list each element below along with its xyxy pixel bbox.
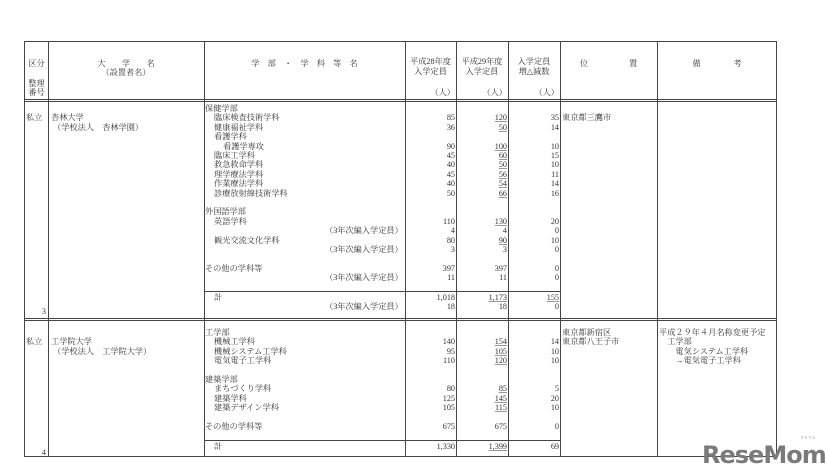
quota-h29: 145 [494, 393, 507, 403]
quota-diff: 0 [554, 422, 559, 431]
row-number: 3 [41, 307, 46, 316]
quota-h29: 115 [495, 403, 507, 413]
quota-diff: 69 [550, 442, 559, 451]
quota-diff: 155 [546, 293, 559, 302]
quota-diff: 14 [550, 122, 559, 132]
quota-diff: 10 [550, 160, 559, 170]
quota-h29: 675 [494, 422, 507, 431]
department-name: 機械システム工学科 [214, 346, 287, 356]
transfer-quota-label: （3年次編入学定員） [325, 302, 403, 312]
department-name: 建築デザイン学科 [214, 403, 279, 413]
department-name: 外国語学部 [205, 207, 246, 217]
department-name: 作業療法学科 [214, 179, 264, 189]
transfer-quota-label: （3年次編入学定員） [325, 226, 403, 236]
department-name: 英語学科 [214, 216, 247, 226]
header-unit: （人） [534, 88, 559, 97]
quota-h29: 120 [494, 356, 507, 366]
quota-diff: 10 [550, 235, 559, 245]
quota-h28: 397 [442, 263, 455, 273]
department-name: まちづくり学科 [214, 384, 272, 394]
department-name: 看護学専攻 [223, 141, 264, 151]
founder-name: （学校法人 杏林学園） [53, 122, 144, 132]
founder-name: （学校法人 工学院大学） [53, 346, 152, 356]
quota-h28: 110 [443, 356, 455, 366]
quota-diff: 16 [550, 188, 559, 198]
quota-h28: 125 [442, 393, 455, 403]
department-name: 臨床工学科 [214, 151, 255, 160]
quota-h29: 130 [494, 216, 507, 226]
header-department: 学 部 ・ 学 科 等 名 [251, 59, 358, 68]
quota-h29: 66 [498, 188, 507, 198]
quota-h28: 1,330 [436, 442, 455, 451]
quota-diff: 0 [554, 302, 559, 312]
quota-h29: 85 [498, 384, 507, 394]
header-h28: 入学定員 [414, 67, 447, 76]
department-name: 建築学部 [205, 375, 238, 384]
remark-line: →電気電子工学科 [659, 356, 741, 366]
header-h28: 平成28年度 [410, 57, 451, 66]
department-name: 救急救命学科 [214, 160, 264, 170]
department-name: 電気電子工学科 [214, 356, 272, 366]
transfer-quota-label: （3年次編入学定員） [325, 273, 403, 283]
row-number: 4 [41, 448, 46, 457]
divider [204, 440, 560, 441]
divider [25, 99, 776, 100]
quota-diff: 15 [550, 151, 559, 160]
header-founder: （設置者名） [101, 68, 151, 77]
quota-h29: 1,399 [488, 442, 507, 451]
quota-h29: 54 [498, 179, 507, 189]
quota-h28: 45 [446, 169, 455, 179]
divider [25, 320, 776, 321]
header-h29: 入学定員 [465, 67, 499, 76]
header-number: 整理 [28, 79, 45, 88]
quota-h28: 85 [446, 113, 455, 123]
quota-diff: 14 [550, 179, 559, 189]
quota-h28: 45 [446, 151, 455, 160]
quota-diff: 35 [550, 113, 559, 123]
quota-h28: 40 [446, 160, 455, 170]
department-name: 臨床検査技術学科 [214, 113, 280, 123]
university-name: 工学院大学 [51, 337, 92, 347]
header-university: 大 学 名 [97, 59, 155, 68]
quota-h29: 56 [498, 169, 507, 179]
divider [560, 42, 561, 456]
header-location: 位 置 [579, 59, 638, 68]
department-name: その他の学科等 [205, 263, 263, 273]
quota-diff: 11 [551, 169, 559, 179]
quota-diff: 10 [550, 356, 559, 366]
department-name: 看護学科 [214, 132, 247, 142]
category: 私立 [26, 337, 43, 347]
quota-h29: 18 [498, 302, 507, 312]
quota-h28: 1,018 [436, 293, 455, 302]
quota-h29: 105 [494, 346, 507, 356]
quota-diff: 10 [550, 141, 559, 151]
department-name: 診療放射線技術学科 [214, 188, 288, 198]
divider [25, 318, 776, 319]
quota-h28: 3 [450, 245, 455, 254]
department-name: 理学療法学科 [214, 169, 264, 179]
location: 東京都三鷹市 [562, 113, 612, 123]
quota-h28: 50 [446, 188, 455, 198]
quota-h29: 120 [494, 113, 507, 123]
header-diff: 入学定員 [517, 57, 551, 66]
quota-h29: 100 [494, 141, 507, 151]
department-name: その他の学科等 [205, 422, 263, 431]
department-name: 健康福祉学科 [214, 122, 264, 132]
department-name: 計 [214, 442, 223, 451]
quota-diff: 20 [550, 216, 559, 226]
divider [48, 42, 49, 456]
divider [204, 291, 560, 292]
header-number: 番号 [28, 88, 45, 97]
quota-diff: 5 [554, 384, 559, 394]
quota-diff: 0 [554, 245, 559, 254]
quota-diff: 0 [554, 226, 559, 236]
quota-h28: 95 [446, 346, 455, 356]
header-remarks: 備 考 [692, 59, 742, 68]
quota-h29: 397 [494, 263, 507, 273]
enrollment-table [24, 41, 777, 457]
quota-h28: 80 [446, 384, 455, 394]
department-name: 建築学科 [214, 393, 247, 403]
quota-h28: 140 [442, 337, 455, 347]
header-h29: 平成29年度 [461, 57, 503, 66]
department-name: 観光交流文化学科 [214, 235, 280, 245]
quota-h29: 50 [498, 160, 507, 170]
quota-h29: 90 [498, 235, 507, 245]
header-unit: （人） [482, 88, 507, 97]
quota-diff: 10 [550, 346, 559, 356]
transfer-quota-label: （3年次編入学定員） [325, 245, 403, 254]
quota-diff: 0 [554, 273, 559, 283]
quota-h29: 50 [498, 122, 507, 132]
header-category: 区分 [28, 59, 45, 68]
university-name: 杏林大学 [51, 113, 84, 123]
header-unit: （人） [430, 88, 455, 97]
quota-h28: 18 [446, 302, 455, 312]
department-name: 工学部 [205, 328, 230, 337]
location: 東京都八王子市 [562, 337, 620, 347]
quota-h29: 154 [494, 337, 507, 347]
quota-h28: 36 [446, 122, 455, 132]
divider [25, 101, 776, 102]
quota-h28: 4 [450, 226, 455, 236]
department-name: 機械工学科 [214, 337, 255, 347]
resemom-logo: ReseMom リセマム [702, 435, 826, 469]
remark-line: 工学部 [659, 337, 692, 347]
quota-h28: 110 [443, 216, 455, 226]
quota-h28: 90 [446, 141, 455, 151]
department-name: 計 [214, 293, 223, 302]
quota-h28: 105 [442, 403, 455, 413]
divider [657, 42, 658, 456]
category: 私立 [26, 113, 43, 123]
remark-line: 平成２９年４月名称変更予定 [659, 328, 766, 337]
quota-h29: 3 [502, 245, 507, 254]
quota-diff: 10 [550, 403, 559, 413]
remark-line: 電気システム工学科 [659, 346, 749, 356]
location: 東京都新宿区 [562, 328, 612, 337]
quota-h28: 11 [447, 273, 455, 283]
quota-h28: 80 [446, 235, 455, 245]
header-diff: 増△減数 [518, 67, 550, 76]
quota-h29: 4 [502, 226, 507, 236]
quota-h29: 1,173 [488, 293, 507, 302]
quota-h29: 11 [499, 273, 507, 283]
quota-diff: 20 [550, 393, 559, 403]
quota-diff: 0 [554, 263, 559, 273]
quota-diff: 14 [550, 337, 559, 347]
quota-h28: 40 [446, 179, 455, 189]
quota-h28: 675 [442, 422, 455, 431]
quota-h29: 60 [498, 151, 507, 160]
department-name: 保健学部 [205, 104, 238, 113]
